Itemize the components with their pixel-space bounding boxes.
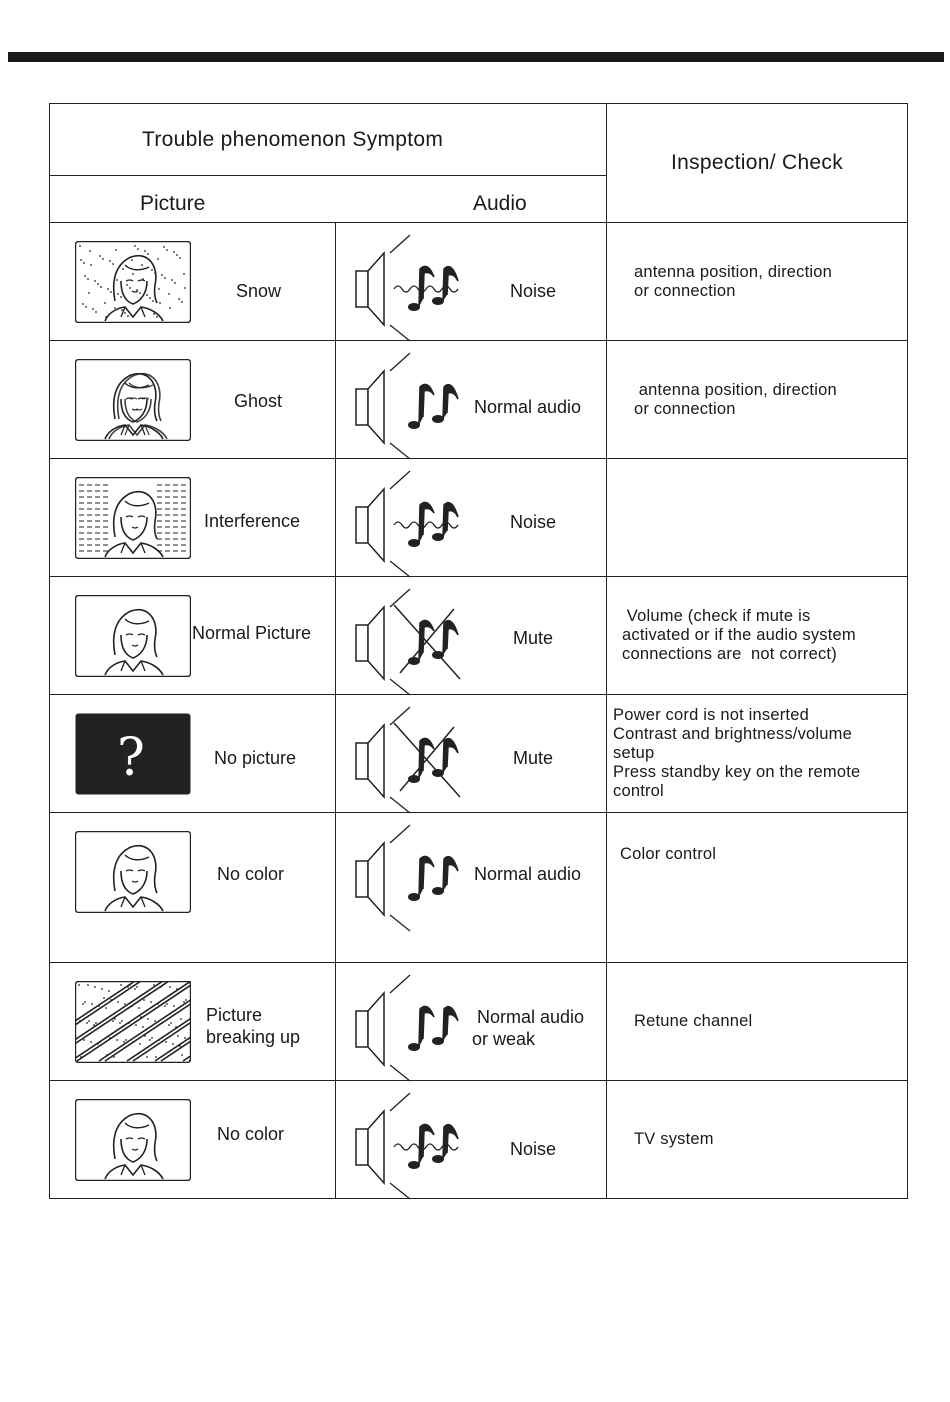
inspection-check-text: Retune channel (634, 1012, 753, 1030)
audio-symptom-cell (336, 577, 607, 695)
audio-symptom-cell (336, 459, 607, 577)
table-row (50, 459, 908, 577)
picture-symptom-label (234, 390, 282, 412)
audio-symptom-text: or weak (472, 1029, 536, 1049)
inspection-check-cell (607, 577, 908, 695)
inspection-check-text: connections are not correct) (622, 645, 837, 663)
table-row (50, 341, 908, 459)
inspection-check-cell (607, 695, 908, 813)
inspection-check-cell (607, 1081, 908, 1199)
inspection-check-text: Color control (620, 845, 717, 863)
picture-symptom-label (217, 1123, 284, 1145)
audio-symptom-text: Noise (510, 281, 557, 301)
audio-symptom-label (513, 747, 553, 769)
audio-symptom-text: Noise (510, 512, 557, 532)
audio-symptom-text: Noise (510, 1139, 557, 1159)
inspection-check-text: Power cord is not inserted (613, 706, 809, 724)
audio-symptom-label (474, 396, 581, 418)
audio-symptom-label (472, 1006, 584, 1050)
picture-symptom-text: breaking up (206, 1027, 301, 1047)
table-row (50, 223, 908, 341)
inspection-check-text: Press standby key on the remote (613, 763, 861, 781)
troubleshooting-table (49, 103, 908, 1199)
picture-symptom-text: Picture (206, 1005, 263, 1025)
picture-symptom-label (236, 280, 281, 302)
inspection-check-cell (607, 223, 908, 341)
audio-symptom-cell (336, 813, 607, 963)
table-row (50, 963, 908, 1081)
picture-symptom-cell (50, 963, 336, 1081)
symptom-header: Trouble phenomenon Symptom (50, 104, 607, 176)
picture-symptom-cell (50, 695, 336, 813)
inspection-check-cell (607, 459, 908, 577)
picture-symptom-label (192, 622, 311, 644)
audio-symptom-label (474, 863, 581, 885)
picture-symptom-text: No color (217, 864, 285, 884)
picture-symptom-cell (50, 341, 336, 459)
picture-symptom-label (204, 510, 300, 532)
audio-symptom-cell (336, 223, 607, 341)
check-header: Inspection/ Check (607, 104, 908, 223)
picture-symptom-label (217, 863, 284, 885)
picture-symptom-cell (50, 577, 336, 695)
symptom-subheader (50, 176, 607, 223)
inspection-check-cell (607, 963, 908, 1081)
audio-symptom-cell (336, 695, 607, 813)
inspection-check-text: Contrast and brightness/volume (613, 725, 852, 743)
audio-symptom-label (510, 280, 556, 302)
audio-symptom-cell (336, 1081, 607, 1199)
inspection-check-text: or connection (634, 399, 736, 418)
audio-symptom-cell (336, 341, 607, 459)
table-row (50, 577, 908, 695)
inspection-check-text: setup (613, 744, 655, 762)
audio-symptom-label (510, 511, 556, 533)
picture-symptom-cell (50, 813, 336, 963)
picture-column-label: Picture (140, 192, 206, 215)
inspection-check-text: antenna position, direction (634, 262, 833, 281)
audio-symptom-cell (336, 963, 607, 1081)
picture-symptom-text: No picture (214, 748, 297, 768)
picture-symptom-label (214, 747, 296, 769)
inspection-check-text: control (613, 782, 664, 800)
inspection-check-text: or connection (634, 281, 736, 300)
picture-symptom-label (206, 1004, 300, 1048)
svg-text:?: ? (117, 728, 145, 788)
inspection-check-text: Volume (check if mute is (622, 607, 811, 625)
table-row (50, 695, 908, 813)
audio-column-label: Audio (473, 192, 527, 215)
table-row (50, 813, 908, 963)
picture-symptom-cell (50, 223, 336, 341)
picture-symptom-cell (50, 1081, 336, 1199)
picture-symptom-text: Ghost (234, 391, 283, 411)
inspection-check-text: activated or if the audio system (622, 626, 856, 644)
audio-symptom-text: Normal audio (474, 397, 582, 417)
top-rule (8, 52, 944, 62)
inspection-check-text: antenna position, direction (634, 380, 837, 399)
audio-symptom-text: Mute (513, 628, 554, 648)
audio-symptom-text: Mute (513, 748, 554, 768)
audio-symptom-label (513, 627, 553, 649)
picture-symptom-cell (50, 459, 336, 577)
audio-symptom-text: Normal audio (474, 864, 582, 884)
picture-symptom-text: No color (217, 1124, 285, 1144)
audio-symptom-text: Normal audio (472, 1007, 585, 1027)
inspection-check-cell (607, 813, 908, 963)
inspection-check-text: TV system (634, 1130, 714, 1148)
table-row (50, 1081, 908, 1199)
picture-symptom-text: Normal Picture (192, 623, 312, 643)
picture-symptom-text: Interference (204, 511, 301, 531)
picture-symptom-text: Snow (236, 281, 282, 301)
inspection-check-cell (607, 341, 908, 459)
audio-symptom-label (510, 1138, 556, 1160)
